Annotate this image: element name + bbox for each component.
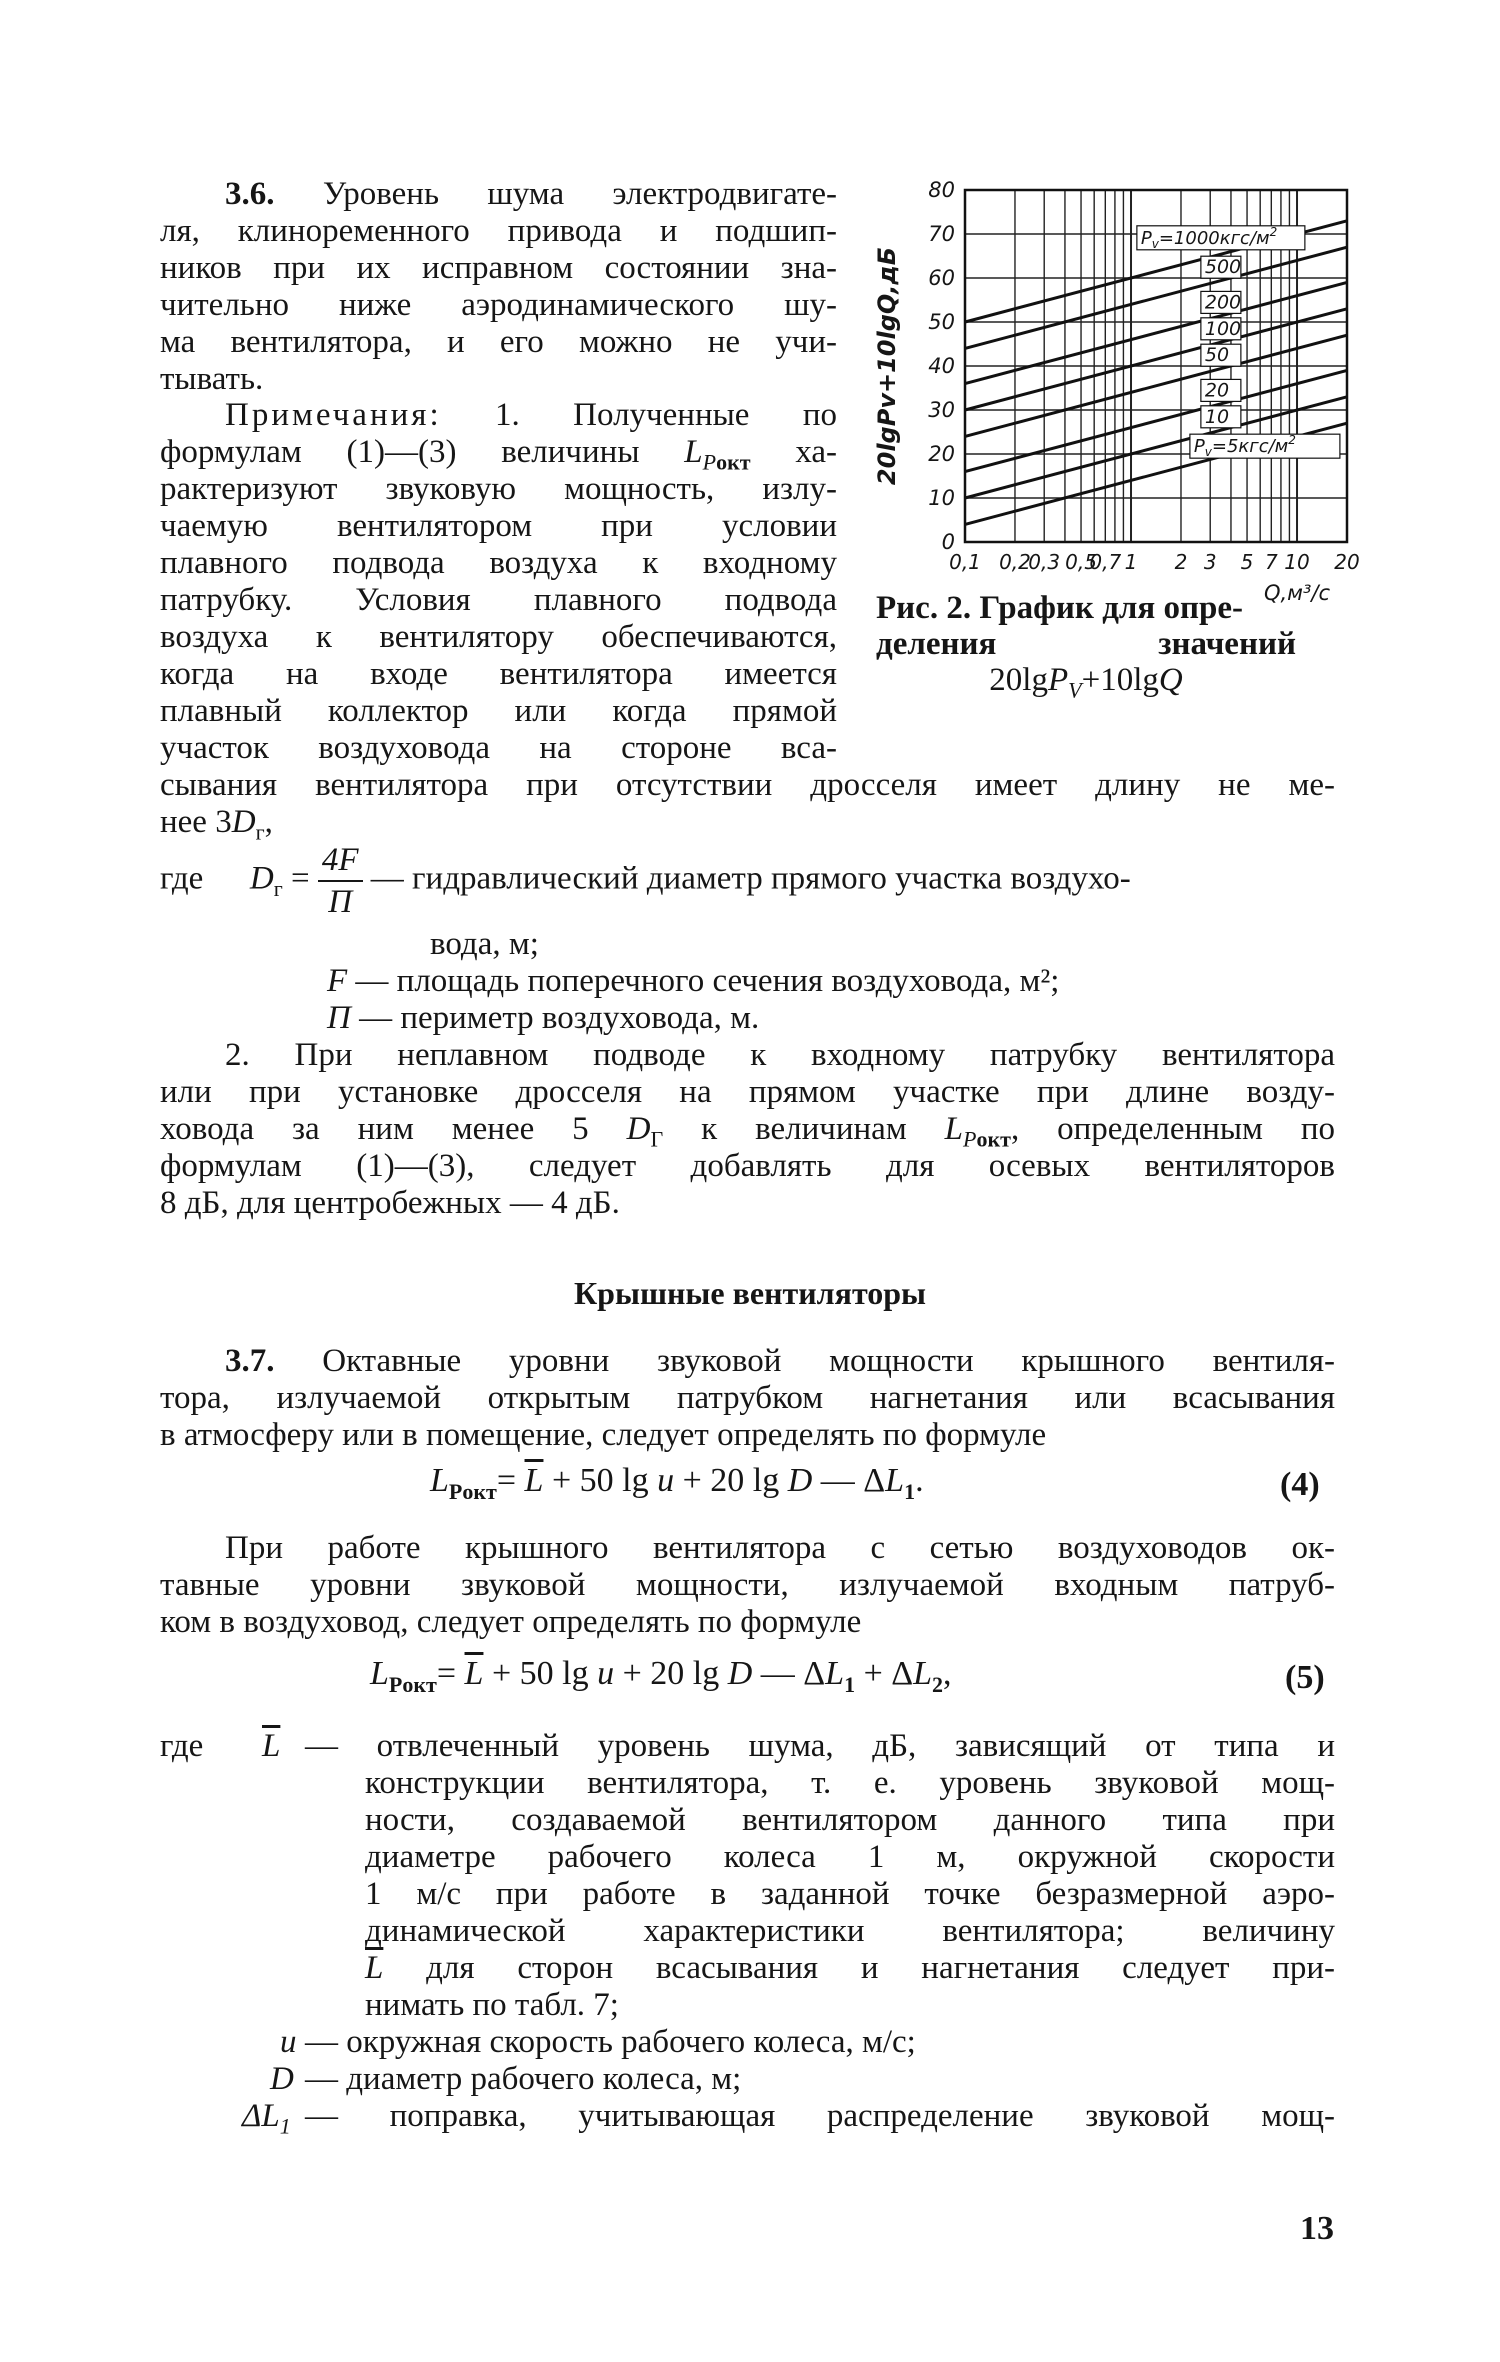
p36-number: 3.6. (225, 176, 275, 212)
cap-f-sub: V (1068, 677, 1082, 703)
f4-D: D (787, 1462, 813, 1499)
pa-line3: ком в воздуховод, следует определять по формуле (160, 1604, 862, 1640)
p37-number: 3.7. (225, 1343, 275, 1379)
f5-b: + 50 lg (483, 1655, 598, 1692)
lbar-line2: конструкции вентилятора, т. е. уровень звуковой мощ- (365, 1765, 1335, 1801)
f4-Lbar: $\overline{L}$ (524, 1462, 544, 1499)
series-label: 500 (1204, 256, 1242, 279)
x-tick-label: 7 (1264, 550, 1278, 574)
p36-line1 (225, 176, 837, 213)
p36-l1: Уровень шума электродвигате- (322, 176, 837, 212)
p37-line2: тора, излучаемой открытым патрубком нагнетания или всасывания (160, 1380, 1335, 1416)
notes-last-sub: г (255, 819, 265, 845)
u-symbol: u (280, 2024, 297, 2060)
f4-eq: = (496, 1462, 525, 1499)
notes-line5: плавного подвода воздуха к входному (160, 545, 837, 581)
dg-desc-line2: вода, м; (430, 926, 539, 962)
dg-eq: = (290, 860, 310, 897)
notes-l2-subsub: окт (716, 449, 751, 475)
f4-d: — Δ (812, 1462, 886, 1499)
cap-f-p: P (1047, 662, 1069, 698)
f5-Lbar: $\overline{L}$ (464, 1655, 484, 1692)
p-symbol: П (327, 1000, 351, 1036)
f5-end: , (943, 1655, 952, 1692)
x-axis-label: Q,м³/с (1263, 581, 1331, 605)
y-tick-label: 40 (928, 354, 955, 378)
figure-caption-formula (876, 662, 1296, 709)
f5-e: + Δ (855, 1655, 914, 1692)
x-tick-label: 0,1 (949, 550, 981, 574)
lbar-line6: динамической характеристики вентилятора; величину (365, 1913, 1335, 1949)
f4-u: u (657, 1462, 675, 1499)
eq4-number: (4) (1280, 1466, 1320, 1503)
n2-l3-Lsubsub: окт (976, 1126, 1011, 1152)
x-tick-label: 3 (1203, 550, 1217, 574)
dl1-desc: — поправка, учитывающая распределение звуковой мощ- (305, 2098, 1335, 2134)
f-desc: — площадь поперечного сечения воздуховода, м²; (355, 963, 1060, 999)
n2-l3-Lsub: P (963, 1126, 977, 1152)
lbar-l7-sym: $\overline{L}$ (365, 1950, 384, 1986)
figure-caption-line1: Рис. 2. График для опре- (876, 590, 1244, 626)
x-tick-label: 5 (1240, 550, 1254, 574)
f5-L1sub: 1 (844, 1671, 856, 1697)
dg-sub: г (273, 876, 283, 902)
f4-L: L (430, 1462, 449, 1499)
f4-c: + 20 lg (674, 1462, 788, 1499)
series-label: 100 (1204, 317, 1242, 340)
formula-5 (370, 1655, 952, 1698)
lbar-line1: — отвлеченный уровень шума, дБ, зависящий от типа и (305, 1728, 1335, 1764)
dg-frac-den: П (328, 884, 353, 920)
lbar-line3: ности, создаваемой вентилятором данного типа при (365, 1802, 1335, 1838)
dg-desc1: — гидравлический диаметр прямого участка воздухо- (370, 860, 1131, 897)
p36-line3: ников при их исправном состоянии зна- (160, 250, 837, 286)
p36-line4: чительно ниже аэродинамического шу- (160, 287, 837, 323)
u-desc: — окружная скорость рабочего колеса, м/с; (305, 2024, 916, 2060)
f5-L1: L (825, 1655, 845, 1692)
f5-L: L (370, 1655, 389, 1692)
notes-line6: патрубку. Условия плавного подвода (160, 582, 837, 618)
chart (855, 178, 1375, 605)
dg-definition (160, 840, 1131, 922)
notes-l2-a: формулам (1)—(3) величины (160, 434, 640, 470)
f4-b: + 50 lg (543, 1462, 658, 1499)
p36-line6: тывать. (160, 361, 264, 397)
p-definition (327, 1000, 759, 1037)
n2-l3-Dsub: Г (650, 1126, 664, 1152)
series-label: 20 (1204, 379, 1230, 402)
lbar-line8: нимать по табл. 7; (365, 1987, 619, 2023)
n2-l3-L: L (944, 1111, 963, 1147)
dg-symbol: D (249, 860, 274, 897)
notes-label: Примечания: (225, 397, 442, 433)
notes-line9: плавный коллектор или когда прямой (160, 693, 837, 729)
n2-line5: 8 дБ, для центробежных — 4 дБ. (160, 1185, 620, 1221)
f5-d: — Δ (752, 1655, 826, 1692)
notes-line3: рактеризуют звуковую мощность, излу- (160, 471, 837, 507)
lbar-line4: диаметре рабочего колеса 1 м, окружной скорости (365, 1839, 1335, 1875)
cap-f-a: 20lg (989, 662, 1048, 698)
n2-line4: формулам (1)—(3), следует добавлять для осевых вентиляторов (160, 1148, 1335, 1184)
lbar-line7 (365, 1950, 1335, 1987)
dl1-sym: ΔL (242, 2098, 280, 2134)
n2-line1: 2. При неплавном подводе к входному патрубку вентилятора (225, 1037, 1335, 1073)
f4-L1: L (885, 1462, 905, 1499)
y-tick-label: 70 (928, 222, 955, 246)
cap-f-q: Q (1158, 662, 1183, 698)
f5-D: D (727, 1655, 753, 1692)
notes-line4: чаемую вентилятором при условии (160, 508, 837, 544)
f5-eq: = (436, 1655, 465, 1692)
f-symbol: F (327, 963, 348, 999)
lbar-line5: 1 м/с при работе в заданной точке безразмерной аэро- (365, 1876, 1335, 1912)
p37-l1: Октавные уровни звуковой мощности крышного вентиля- (322, 1343, 1335, 1379)
page-number: 13 (1300, 2210, 1334, 2247)
y-tick-label: 20 (928, 442, 955, 466)
series-label: 200 (1204, 291, 1242, 314)
y-tick-label: 0 (941, 530, 955, 554)
y-tick-label: 30 (928, 398, 955, 422)
pa-line2: тавные уровни звуковой мощности, излучаемой входным патруб- (160, 1567, 1335, 1603)
series-label: 10 (1204, 405, 1230, 428)
notes-line10: участок воздуховода на стороне вса- (160, 730, 837, 766)
notes-l2-b: ха- (795, 434, 838, 470)
series-label-top: $P_v=1000кгс/м^2$ (1140, 224, 1278, 251)
x-tick-label: 10 (1284, 550, 1310, 574)
x-tick-label: 0,5 (1065, 550, 1097, 574)
notes-n1-start: 1. Полученные по (495, 397, 837, 433)
notes-line8: когда на входе вентилятора имеется (160, 656, 837, 692)
dg-fraction (318, 840, 363, 922)
f5-u: u (597, 1655, 615, 1692)
pa-line1: При работе крышного вентилятора с сетью воздуховодов ок- (225, 1530, 1335, 1566)
y-tick-label: 60 (928, 266, 955, 290)
p36-line2: ля, клиноременного привода и подшип- (160, 213, 837, 249)
notes-line1 (225, 397, 837, 434)
formula-4 (430, 1462, 924, 1505)
series-label-bottom: $P_v=5кгс/м^2$ (1193, 433, 1296, 460)
x-tick-label: 0,3 (1028, 550, 1061, 574)
dl1-symbol (242, 2098, 291, 2145)
notes-line11: сывания вентилятора при отсутствии дросселя имеет длину не ме- (160, 767, 1335, 803)
y-tick-label: 50 (928, 310, 955, 334)
f5-sub: Pокт (388, 1671, 437, 1697)
notes-l2-sub: P (702, 449, 717, 475)
n2-l3-b: к величинам (701, 1111, 907, 1147)
cap-f-b: +10lg (1081, 662, 1159, 698)
f-definition (327, 963, 1059, 1000)
p36-line5: ма вентилятора, и его можно не учи- (160, 324, 837, 360)
n2-l3-D: D (626, 1111, 651, 1147)
x-tick-label: 0,7 (1089, 550, 1122, 574)
p37-line3: в атмосферу или в помещение, следует определять по формуле (160, 1417, 1047, 1453)
figure-caption (876, 590, 1296, 709)
p37-line1 (225, 1343, 1335, 1380)
x-tick-label: 1 (1124, 550, 1138, 574)
f5-c: + 20 lg (614, 1655, 728, 1692)
figure-caption-word1: деления (876, 626, 997, 662)
notes-last-D: D (231, 804, 256, 840)
x-tick-label: 0,2 (999, 550, 1031, 574)
f5-L2: L (913, 1655, 933, 1692)
f5-L2sub: 2 (932, 1671, 944, 1697)
notes-line7: воздуха к вентилятору обеспечиваются, (160, 619, 837, 655)
figure-caption-line2 (876, 626, 1296, 662)
figure-caption-word2: значений (1158, 626, 1296, 662)
n2-line2: или при установке дросселя на прямом участке при длине возду- (160, 1074, 1335, 1110)
n2-l3-c: , определенным по (1010, 1111, 1336, 1147)
dl1-sub: 1 (279, 2113, 291, 2139)
lbar-l7-text: для сторон всасывания и нагнетания следует при- (426, 1950, 1336, 1986)
notes-last-b: , (264, 804, 273, 840)
x-tick-label: 2 (1174, 550, 1188, 574)
f4-L1sub: 1 (904, 1478, 916, 1504)
lbar-where: где (160, 1728, 204, 1764)
notes-last-a: нее 3 (160, 804, 232, 840)
dg-frac-num: 4F (318, 840, 363, 882)
lbar-symbol: $\overline{L}$ (262, 1728, 281, 1764)
p-desc: — периметр воздуховода, м. (359, 1000, 760, 1036)
notes-l2-L: L (684, 434, 703, 470)
y-tick-label: 80 (928, 178, 955, 202)
x-tick-label: 20 (1334, 550, 1360, 574)
n2-l3-a: ховода за ним менее 5 (160, 1111, 589, 1147)
y-axis-label: 20lgPv+10lgQ,дБ (873, 246, 901, 486)
f4-sub: Pокт (448, 1478, 497, 1504)
y-tick-label: 10 (928, 486, 955, 510)
f4-end: . (915, 1462, 924, 1499)
eq5-number: (5) (1285, 1659, 1325, 1696)
series-label: 50 (1204, 344, 1230, 367)
d-desc: — диаметр рабочего колеса, м; (305, 2061, 742, 2097)
dg-where: где (160, 860, 204, 897)
section-heading: Крышные вентиляторы (573, 1275, 927, 1311)
d-symbol: D (270, 2061, 294, 2097)
